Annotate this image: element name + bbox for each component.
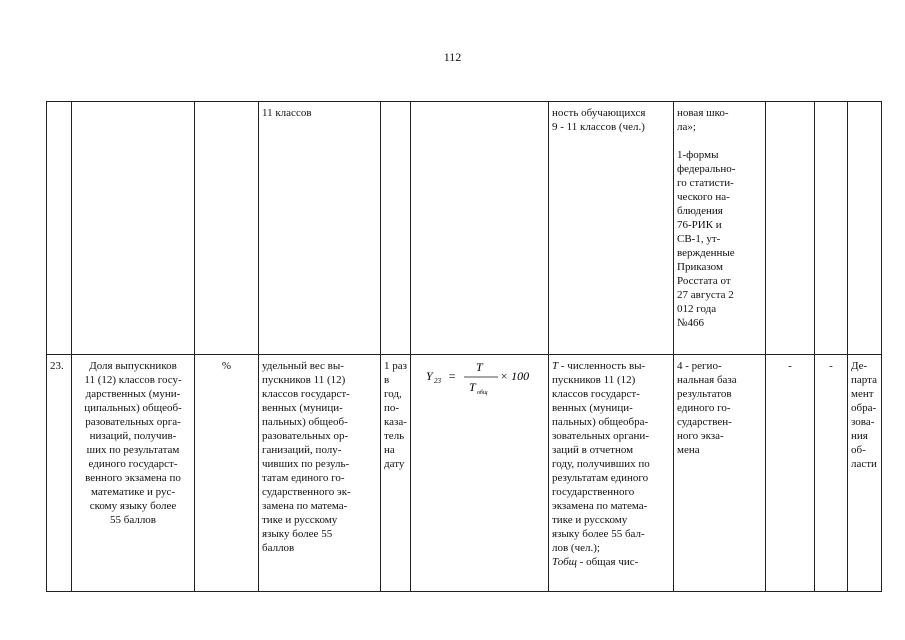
cell-unit bbox=[195, 102, 259, 355]
cell-method bbox=[259, 102, 381, 355]
cell-source bbox=[674, 102, 766, 355]
cell-extra-1 bbox=[766, 102, 815, 355]
table-row bbox=[47, 102, 882, 355]
cell-name bbox=[72, 102, 195, 355]
cell-responsible bbox=[848, 102, 882, 355]
var-tobsh-desc: - общая чис- bbox=[576, 556, 639, 568]
period-text: 1 раз в год, по- каза- тель на дату bbox=[384, 360, 407, 470]
page-number: 112 bbox=[443, 50, 462, 64]
cell-num bbox=[47, 355, 72, 592]
formula bbox=[414, 359, 545, 399]
var-tobsh-symbol: Тобщ bbox=[552, 556, 577, 568]
table-row bbox=[47, 355, 882, 592]
formula-numerator: T bbox=[476, 360, 483, 374]
method-text: 11 классов bbox=[262, 107, 312, 119]
row-number: 23. bbox=[50, 360, 64, 372]
cell-period bbox=[381, 355, 411, 592]
indicator-name: Доля выпускников 11 (12) классов госу- дарственных (муни- ципальных) общеоб- разовательных орга- низаций, получив- ших по результатам единого государст- венного экзамена по математике и рус- скому языку более 55 баллов bbox=[84, 360, 182, 526]
source-text: новая шко- ла»; 1-формы федерально- го статисти- ческого на- блюдения 76-РИК и СВ-1, ут- вержденные Приказом Росстата от 27 августа 2 012 года №466 bbox=[677, 107, 736, 329]
cell-extra-2 bbox=[815, 355, 848, 592]
var-t-symbol: T bbox=[552, 360, 559, 372]
responsible-text: Де- парта мент обра- зова- ния об- ласти bbox=[851, 360, 877, 470]
var-t-desc: - численность вы- пускников 11 (12) классов государст- венных (муници- пальных) общеобра- зовательных органи- заций в отчетном году, получивших по результатам единого государственного экзамена по матема- тике и русскому языку более 55 бал- лов (чел.); bbox=[552, 360, 650, 554]
cell-variables bbox=[549, 355, 674, 592]
cell-formula bbox=[411, 102, 549, 355]
formula-denominator-sub: общ bbox=[477, 390, 488, 396]
cell-method bbox=[259, 355, 381, 592]
dash-2: - bbox=[829, 360, 833, 372]
cell-extra-2 bbox=[815, 102, 848, 355]
cell-num bbox=[47, 102, 72, 355]
method-text: удельный вес вы- пускников 11 (12) классов государст- венных (муници- пальных) общеоб- разовательных ор- ганизаций, полу- чивших по резуль- татам единого го- сударственного эк- замена по матема- тике и русскому языку более 55 баллов bbox=[262, 360, 351, 554]
formula-lhs-sub: 23 bbox=[434, 377, 441, 385]
formula-times: × 100 bbox=[500, 369, 530, 383]
formula-lhs: Y bbox=[426, 369, 433, 383]
dash-1: - bbox=[788, 360, 792, 372]
unit-text: % bbox=[221, 360, 232, 372]
formula-denominator: T bbox=[469, 380, 476, 394]
cell-period bbox=[381, 102, 411, 355]
cell-source bbox=[674, 355, 766, 592]
cell-name bbox=[72, 355, 195, 592]
indicator-table bbox=[46, 101, 882, 592]
cell-variables bbox=[549, 102, 674, 355]
cell-unit bbox=[195, 355, 259, 592]
source-text: 4 - регио- нальная база результатов единого го- сударствен- ного экза- мена bbox=[677, 360, 737, 456]
cell-formula bbox=[411, 355, 549, 592]
formula-eq: = bbox=[448, 369, 457, 383]
formula-svg bbox=[414, 359, 546, 399]
cell-extra-1 bbox=[766, 355, 815, 592]
cell-responsible bbox=[848, 355, 882, 592]
variables-text: ность обучающихся 9 - 11 классов (чел.) bbox=[552, 107, 646, 133]
